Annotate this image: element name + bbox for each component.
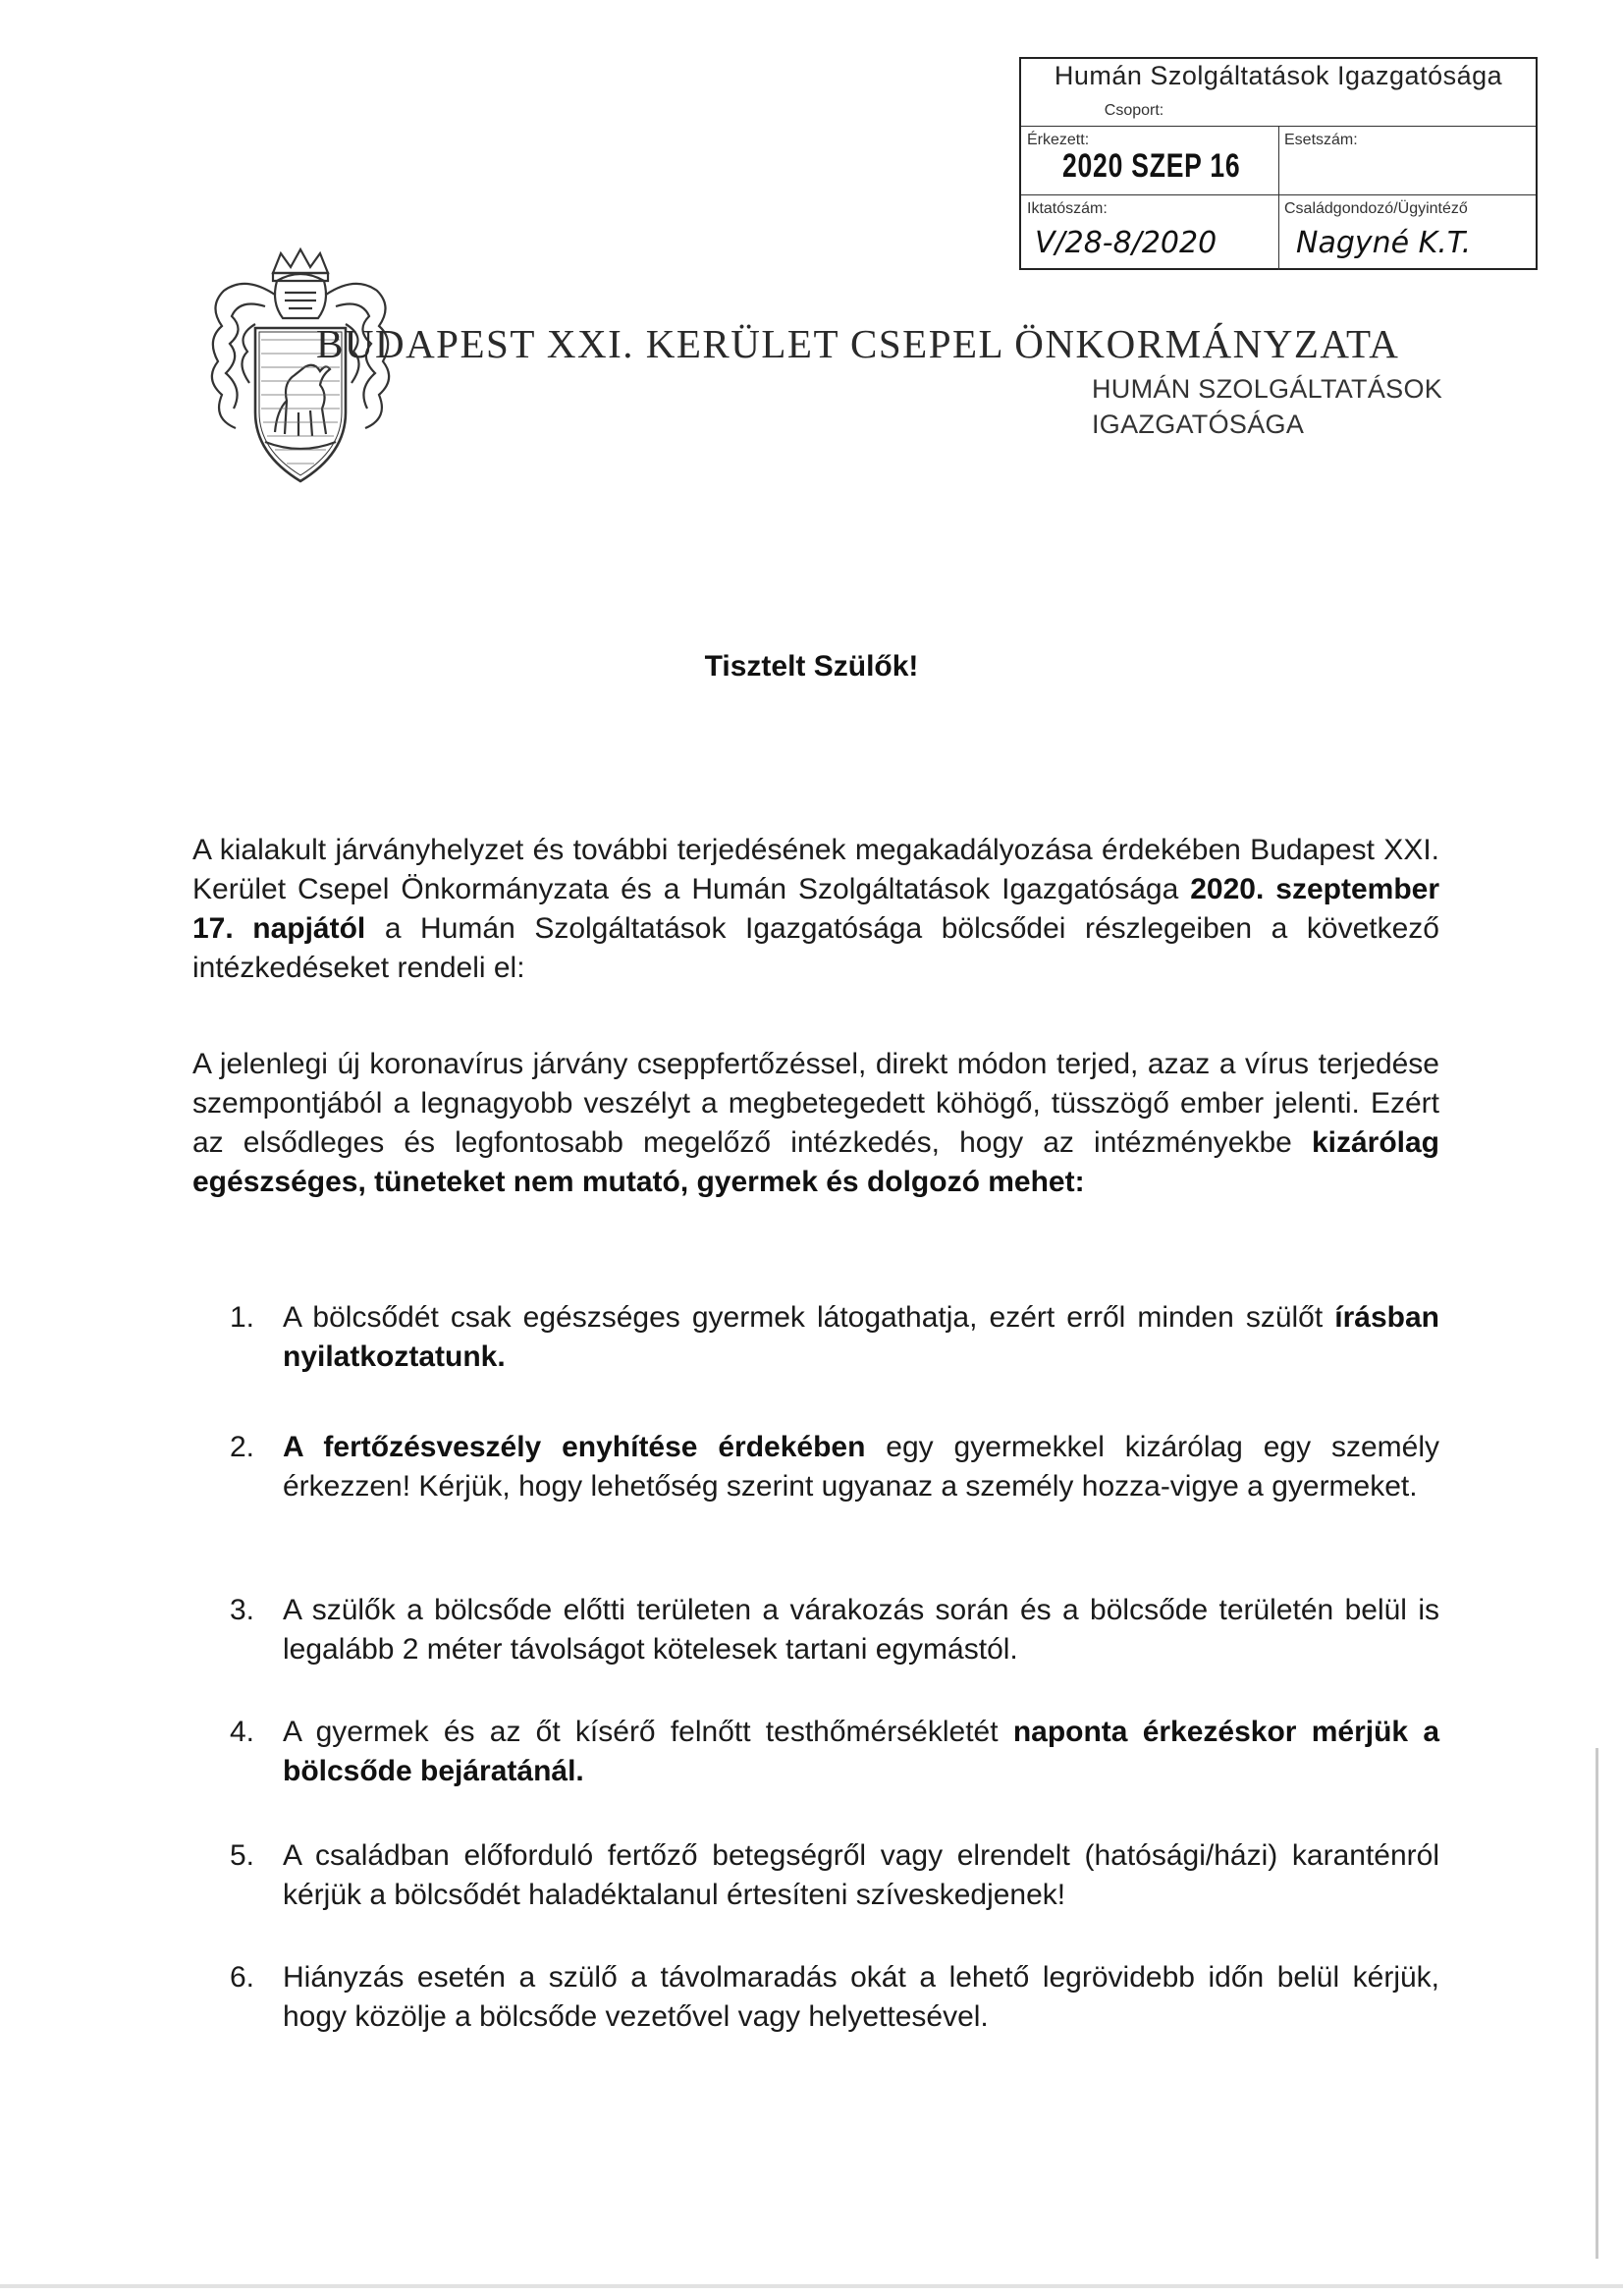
item-number: 3.	[230, 1594, 255, 1626]
item-text: A családban előforduló fertőző betegségről vagy elrendelt (hatósági/házi) karanténról kérjük a bölcsődét haladéktalanul értesíteni szíveskedjenek!	[283, 1839, 1439, 1911]
item-text: A gyermek és az őt kísérő felnőtt testhőmérsékletét naponta érkezéskor mérjük a bölcsőde bejáratánál.	[283, 1716, 1440, 1787]
organization-title: BUDAPEST XXI. KERÜLET CSEPEL ÖNKORMÁNYZATA	[316, 321, 1400, 366]
item-text: A fertőzésveszély enyhítése érdekében egy gyermekkel kizárólag egy személy érkezzen! Kérjük, hogy lehetőség szerint ugyanaz a személy hozza-vigye a gyermeket.	[283, 1431, 1439, 1503]
stamp-reg-label: Iktatószám:	[1027, 200, 1108, 217]
stamp-handler-label: Családgondozó/Ügyintéző	[1284, 200, 1468, 217]
context-text: A jelenlegi új koronavírus járvány cseppfertőzéssel, direkt módon terjed, azaz a vírus terjedése szempontjából a legnagyobb veszélyt a megbetegedett köhögő, tüsszögő ember jelenti. Ezért az elsődleges és legfontosabb megelőző intézkedés, hogy az intézményekbe	[192, 1048, 1439, 1159]
subtitle-line-1: HUMÁN SZOLGÁLTATÁSOK	[1092, 374, 1443, 404]
stamp-received-label: Érkezett:	[1027, 132, 1090, 148]
item-text: Hiányzás esetén a szülő a távolmaradás okát a lehető legrövidebb időn belül kérjük, hogy közölje a bölcsőde vezetővel vagy helyettesével.	[283, 1961, 1439, 2033]
item-number: 1.	[230, 1301, 255, 1334]
item-number: 4.	[230, 1716, 255, 1748]
stamp-organization: Humán Szolgáltatások Igazgatósága	[1054, 61, 1503, 90]
stamp-reg-number: V/28-8/2020	[1035, 226, 1217, 260]
intro-text: A kialakult járványhelyzet és további terjedésének megakadályozása érdekében Budapest XXI. Kerület Csepel Önkormányzata és a Humán Szolgáltatások Igazgatósága	[192, 834, 1439, 905]
intro-text-end: a Humán Szolgáltatások Igazgatósága bölcsődei részlegeiben a következő intézkedéseket rendeli el:	[192, 912, 1439, 984]
coat-of-arms-icon	[196, 246, 405, 491]
item-number: 2.	[230, 1431, 255, 1463]
stamp-received-date: 2020 SZEP 16	[1062, 147, 1241, 185]
intro-paragraph	[192, 831, 1439, 988]
context-paragraph	[192, 1045, 1439, 1202]
stamp-group-label: Csoport:	[1104, 102, 1164, 119]
subtitle-line-2: IGAZGATÓSÁGA	[1092, 410, 1305, 439]
context-emphasis: kizárólag egészséges, tüneteket nem mutató, gyermek és dolgozó mehet:	[192, 1126, 1439, 1198]
item-text: A bölcsődét csak egészséges gyermek látogathatja, ezért erről minden szülőt írásban nyilatkoztatunk.	[283, 1301, 1439, 1373]
item-text: A szülők a bölcsőde előtti területen a várakozás során és a bölcsőde területén belül is legalább 2 méter távolságot kötelesek tartani egymástól.	[283, 1594, 1439, 1666]
stamp-handler-name: Nagyné K.T.	[1296, 226, 1472, 260]
intro-date: 2020. szeptember 17. napjától	[192, 873, 1439, 945]
stamp-case-label: Esetszám:	[1284, 132, 1358, 148]
item-number: 6.	[230, 1961, 255, 1994]
salutation: Tisztelt Szülők!	[704, 650, 919, 683]
scan-edge	[1596, 1748, 1598, 2259]
registration-stamp	[1019, 57, 1538, 270]
item-number: 5.	[230, 1839, 255, 1872]
scan-bottom-edge	[0, 2284, 1623, 2288]
stamp-divider	[1278, 126, 1279, 270]
organization-subtitle	[1092, 371, 1442, 442]
